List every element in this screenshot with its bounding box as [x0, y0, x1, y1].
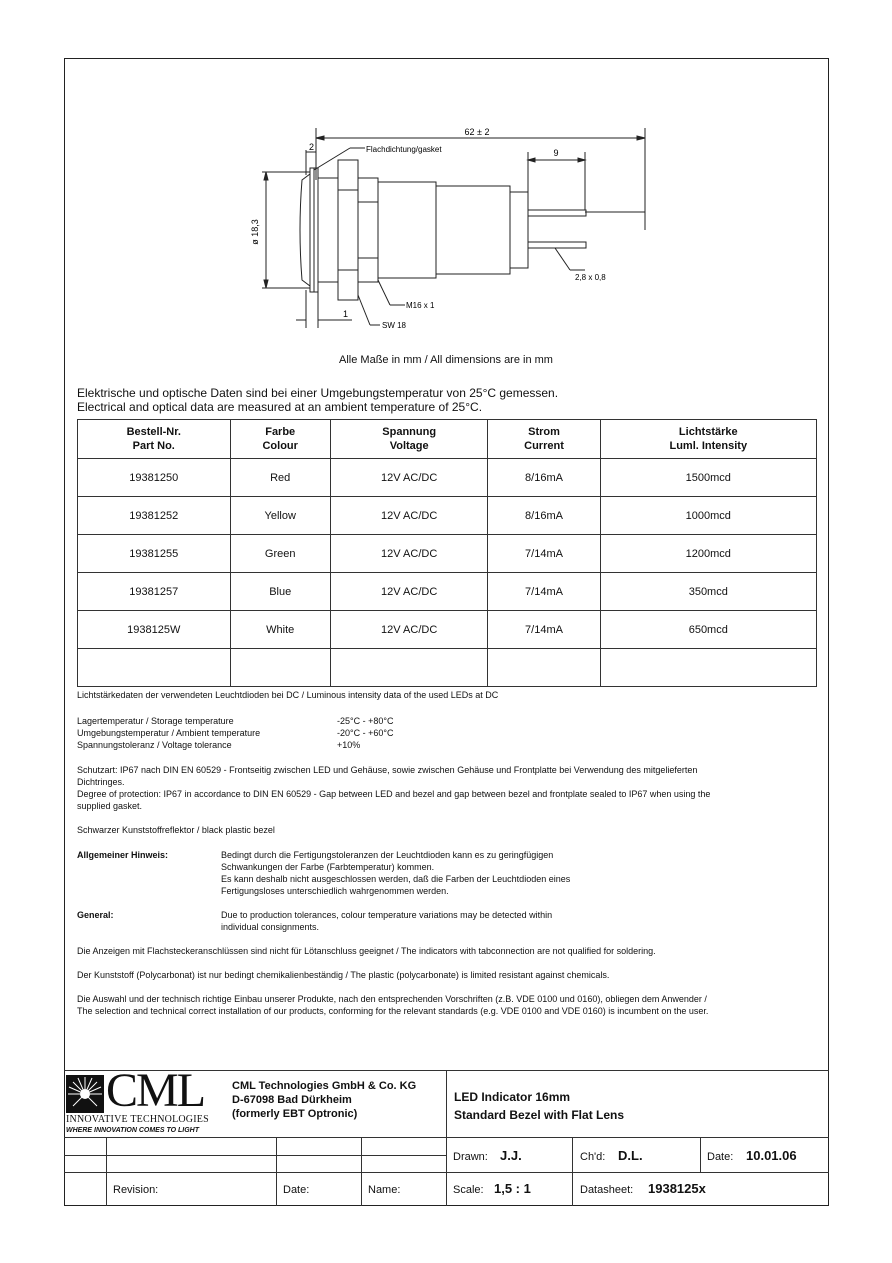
general-label: General: [77, 910, 114, 920]
cell-empty [230, 649, 330, 687]
checked-label: Ch'd: [580, 1151, 606, 1163]
cell-intensity: 1500mcd [600, 459, 816, 497]
product-subtitle: Standard Bezel with Flat Lens [454, 1108, 625, 1122]
cell-current: 8/16mA [488, 497, 600, 535]
allgemeiner-line: Schwankungen der Farbe (Farbtemperatur) kommen. [221, 862, 435, 872]
logo-starburst-icon [66, 1075, 104, 1113]
cell-intensity: 650mcd [600, 611, 816, 649]
cell-voltage: 12V AC/DC [330, 611, 488, 649]
intro-line-1: Elektrische und optische Daten sind bei einer Umgebungstemperatur von 25°C gemessen. [77, 386, 559, 400]
protection-de-2: Dichtringes. [77, 777, 125, 787]
table-row [78, 459, 817, 497]
reflector-note: Schwarzer Kunststoffreflektor / black plastic bezel [77, 825, 275, 835]
header-part: Bestell-Nr. Part No. [78, 420, 231, 459]
table-header-row [78, 420, 817, 459]
protection-en-1: Degree of protection: IP67 in accordance to DIN EN 60529 - Gap between LED and bezel and gap between bezel and frontplate sealed to IP67 when using the [77, 789, 711, 799]
tab-note: Die Anzeigen mit Flachsteckeranschlüssen sind nicht für Lötanschluss geeignet / The indicators with tabconnection are not qualified for soldering. [77, 946, 656, 956]
cell-empty [330, 649, 488, 687]
cell-part: 19381250 [78, 459, 231, 497]
cell-empty [78, 649, 231, 687]
general-line: individual consignments. [221, 922, 320, 932]
cell-current: 7/14mA [488, 535, 600, 573]
company-former: (formerly EBT Optronic) [232, 1108, 358, 1120]
protection-en-2: supplied gasket. [77, 801, 143, 811]
cell-colour: Green [230, 535, 330, 573]
label-thread: M16 x 1 [406, 301, 435, 310]
protection-de-1: Schutzart: IP67 nach DIN EN 60529 - Frontseitig zwischen LED und Gehäuse, sowie zwischen Gehäuse und Frontplatte bei Verwendung des mitgelieferten [77, 765, 698, 775]
cell-colour: Red [230, 459, 330, 497]
general-line: Due to production tolerances, colour temperature variations may be detected within [221, 910, 553, 920]
cell-part: 1938125W [78, 611, 231, 649]
dim-9: 9 [553, 148, 559, 158]
spec-label: Lagertemperatur / Storage temperature [77, 716, 234, 726]
spec-value: +10% [337, 740, 361, 750]
header-voltage: Spannung Voltage [330, 420, 488, 459]
cell-empty [488, 649, 600, 687]
revision-date-label: Date: [283, 1184, 310, 1196]
logo-subtitle: INNOVATIVE TECHNOLOGIES [66, 1114, 209, 1125]
date-value: 10.01.06 [746, 1148, 797, 1163]
selection-note-1: Die Auswahl und der technisch richtige Einbau unserer Produkte, nach den entsprechenden Vorschriften (z.B. VDE 0100 und 0160), obliegen dem Anwender / [77, 994, 707, 1004]
logo-tagline: WHERE INNOVATION COMES TO LIGHT [66, 1127, 199, 1134]
dim-1: 1 [343, 309, 349, 319]
label-sw: SW 18 [382, 321, 407, 330]
checked-value: D.L. [618, 1148, 643, 1163]
cell-colour: Yellow [230, 497, 330, 535]
cell-part: 19381257 [78, 573, 231, 611]
date-label: Date: [707, 1151, 734, 1163]
spec-value: -25°C - +80°C [337, 716, 394, 726]
dim-2: 2 [309, 142, 315, 152]
drawn-value: J.J. [500, 1148, 522, 1163]
allgemeiner-line: Es kann deshalb nicht ausgeschlossen werden, daß die Farben der Leuchtdioden eines [221, 874, 571, 884]
scale-label: Scale: [453, 1184, 484, 1196]
drawing-caption: Alle Maße in mm / All dimensions are in mm [339, 354, 553, 366]
logo-text: CML [106, 1064, 205, 1117]
intro-line-2: Electrical and optical data are measured at an ambient temperature of 25°C. [77, 400, 483, 414]
plastic-note: Der Kunststoff (Polycarbonat) ist nur bedingt chemikalienbeständig / The plastic (polycarbonate) is limited resistant against chemicals. [77, 970, 610, 980]
allgemeiner-line: Bedingt durch die Fertigungstoleranzen der Leuchtdioden kann es zu geringfügigen [221, 850, 554, 860]
cell-current: 7/14mA [488, 611, 600, 649]
spec-value: -20°C - +60°C [337, 728, 394, 738]
cell-voltage: 12V AC/DC [330, 535, 488, 573]
allgemeiner-label: Allgemeiner Hinweis: [77, 850, 169, 860]
scale-value: 1,5 : 1 [494, 1181, 531, 1196]
table-row [78, 535, 817, 573]
cell-colour: Blue [230, 573, 330, 611]
header-colour: Farbe Colour [230, 420, 330, 459]
company-name: CML Technologies GmbH & Co. KG [232, 1080, 417, 1092]
cell-intensity: 1200mcd [600, 535, 816, 573]
spec-label: Spannungstoleranz / Voltage tolerance [77, 740, 232, 750]
spec-table [77, 419, 817, 687]
table-row [78, 611, 817, 649]
cell-part: 19381252 [78, 497, 231, 535]
cell-current: 7/14mA [488, 573, 600, 611]
dim-overall: 62 ± 2 [464, 127, 490, 137]
header-current: Strom Current [488, 420, 600, 459]
company-address: D-67098 Bad Dürkheim [232, 1094, 352, 1106]
drawn-label: Drawn: [453, 1151, 488, 1163]
cell-voltage: 12V AC/DC [330, 573, 488, 611]
cell-intensity: 350mcd [600, 573, 816, 611]
cell-intensity: 1000mcd [600, 497, 816, 535]
technical-drawing [240, 120, 660, 335]
allgemeiner-line: Fertigungsloses unterschiedlich wahrgenommen werden. [221, 886, 449, 896]
cell-part: 19381255 [78, 535, 231, 573]
revision-name-label: Name: [368, 1184, 401, 1196]
selection-note-2: The selection and technical correct installation of our products, conforming for the relevant standards (e.g. VDE 0100 and VDE 0160) is incumbent on the user. [77, 1006, 709, 1016]
cell-voltage: 12V AC/DC [330, 497, 488, 535]
spec-label: Umgebungstemperatur / Ambient temperature [77, 728, 261, 738]
datasheet-label: Datasheet: [580, 1184, 634, 1196]
cell-empty [600, 649, 816, 687]
cell-colour: White [230, 611, 330, 649]
table-row [78, 573, 817, 611]
datasheet-value: 1938125x [648, 1181, 706, 1196]
cell-voltage: 12V AC/DC [330, 459, 488, 497]
table-row [78, 497, 817, 535]
luminous-note: Lichtstärkedaten der verwendeten Leuchtdioden bei DC / Luminous intensity data of the used LEDs at DC [77, 690, 499, 700]
label-gasket: Flachdichtung/gasket [366, 145, 442, 154]
dim-diameter: ø 18,3 [250, 219, 260, 245]
table-row-empty [78, 649, 817, 687]
product-title: LED Indicator 16mm [454, 1090, 571, 1104]
cell-current: 8/16mA [488, 459, 600, 497]
header-intensity: Lichtstärke Luml. Intensity [600, 420, 816, 459]
revision-label: Revision: [113, 1184, 159, 1196]
label-tab: 2,8 x 0,8 [575, 273, 606, 282]
